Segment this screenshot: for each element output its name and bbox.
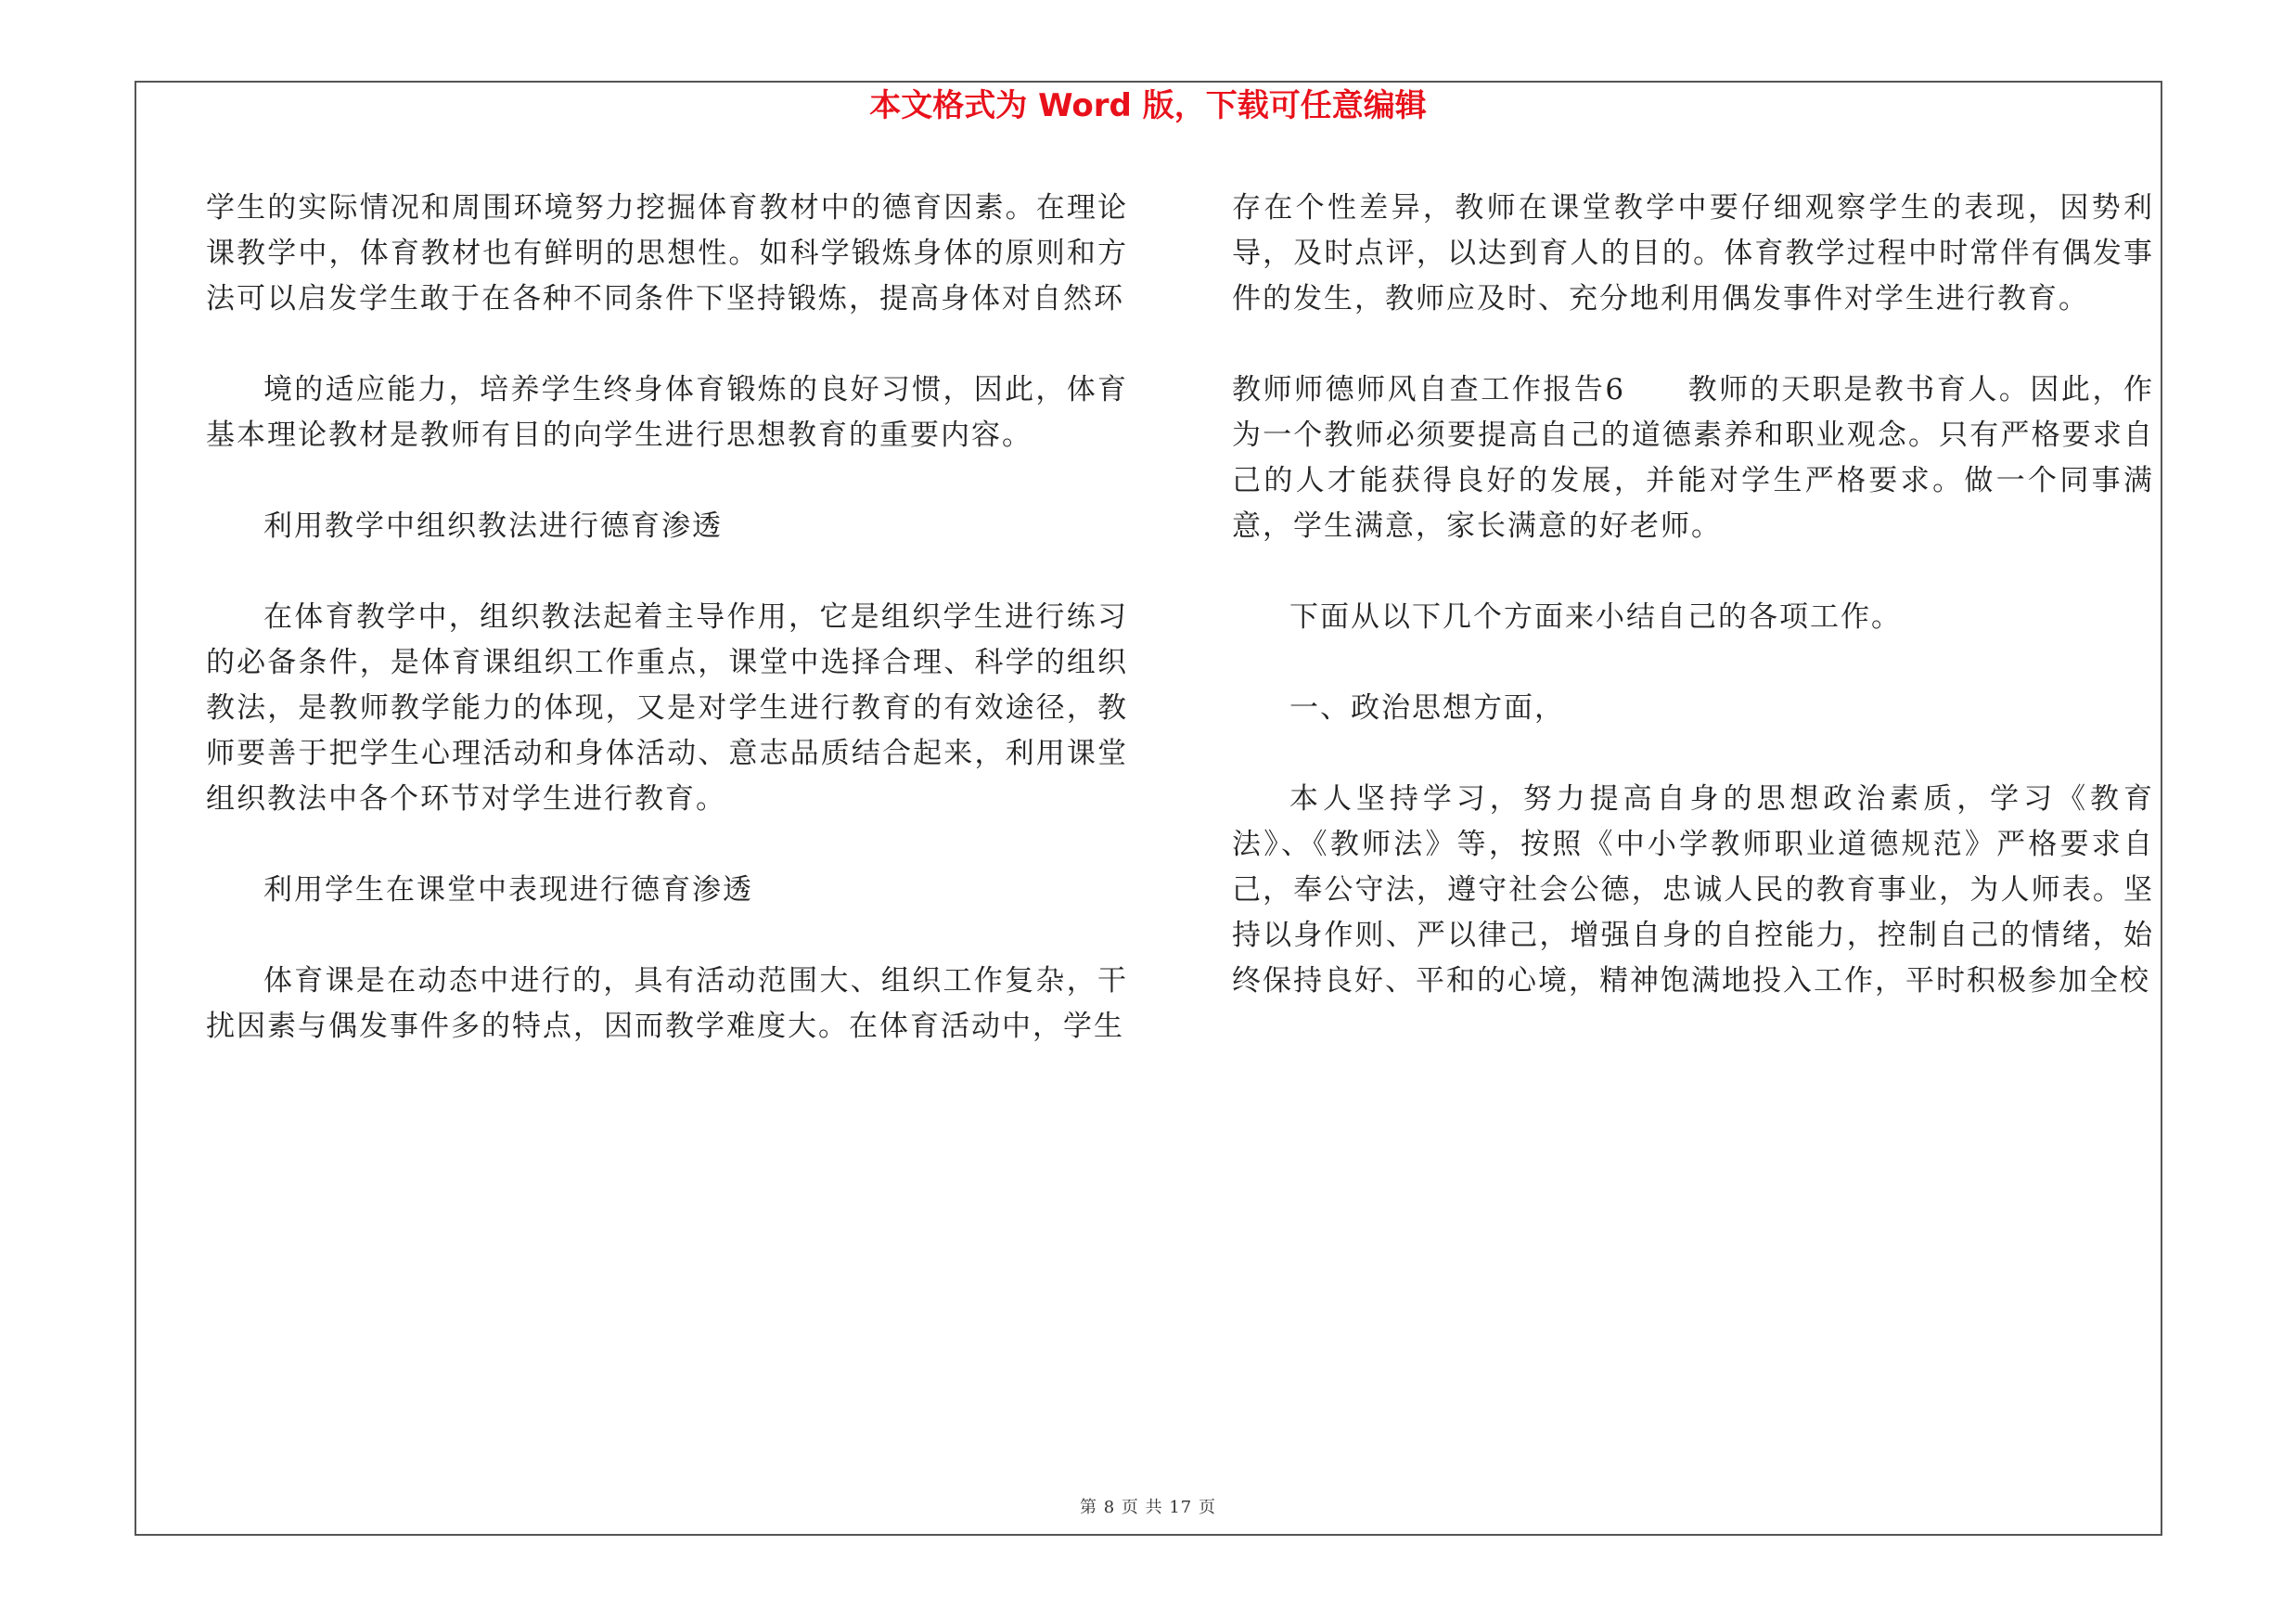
page-number: 第 8 页 共 17 页 [1080, 1498, 1216, 1517]
left-column [206, 186, 1128, 1095]
right-column [1232, 186, 2154, 1050]
paragraph: 本人坚持学习，努力提高自身的思想政治素质，学习《教育法》、《教师法》等，按照《中小学教师职业道德规范》严格要求自己，奉公守法，遵守社会公德，忠诚人民的教育事业，为人师表。坚持以身作则、严以律己，增强自身的自控能力，控制自己的情绪，始终保持良好、平和的心境，精神饱满地投入工作，平时积极参加全校 [1232, 782, 2154, 998]
paragraph: 学生的实际情况和周围环境努力挖掘体育教材中的德育因素。在理论课教学中，体育教材也有鲜明的思想性。如科学锻炼身体的原则和方法可以启发学生敢于在各种不同条件下坚持锻炼，提高身体对自然环 [206, 191, 1128, 316]
section-heading: 一、政治思想方面， [1289, 691, 1565, 725]
report-title-paragraph: 教师师德师风自查工作报告6 教师的天职是教书育人。因此，作为一个教师必须要提高自己的道德素养和职业观念。只有严格要求自己的人才能获得良好的发展，并能对学生严格要求。做一个同事满意，学生满意，家长满意的好老师。 [1232, 373, 2154, 543]
section-heading: 利用教学中组织教法进行德育渗透 [263, 509, 723, 543]
paragraph: 境的适应能力，培养学生终身体育锻炼的良好习惯，因此，体育基本理论教材是教师有目的向学生进行思想教育的重要内容。 [206, 373, 1128, 452]
section-heading: 利用学生在课堂中表现进行德育渗透 [263, 873, 753, 907]
paragraph: 下面从以下几个方面来小结自己的各项工作。 [1289, 600, 1902, 634]
format-notice-banner: 本文格式为 Word 版，下载可任意编辑 [869, 87, 1427, 124]
paragraph: 在体育教学中，组织教法起着主导作用，它是组织学生进行练习的必备条件，是体育课组织工作重点，课堂中选择合理、科学的组织教法，是教师教学能力的体现，又是对学生进行教育的有效途径，教师要善于把学生心理活动和身体活动、意志品质结合起来，利用课堂组织教法中各个环节对学生进行教育。 [206, 600, 1128, 816]
paragraph: 存在个性差异，教师在课堂教学中要仔细观察学生的表现，因势利导，及时点评，以达到育人的目的。体育教学过程中时常伴有偶发事件的发生，教师应及时、充分地利用偶发事件对学生进行教育。 [1232, 191, 2154, 316]
paragraph: 体育课是在动态中进行的，具有活动范围大、组织工作复杂，干扰因素与偶发事件多的特点，因而教学难度大。在体育活动中，学生 [206, 964, 1128, 1043]
